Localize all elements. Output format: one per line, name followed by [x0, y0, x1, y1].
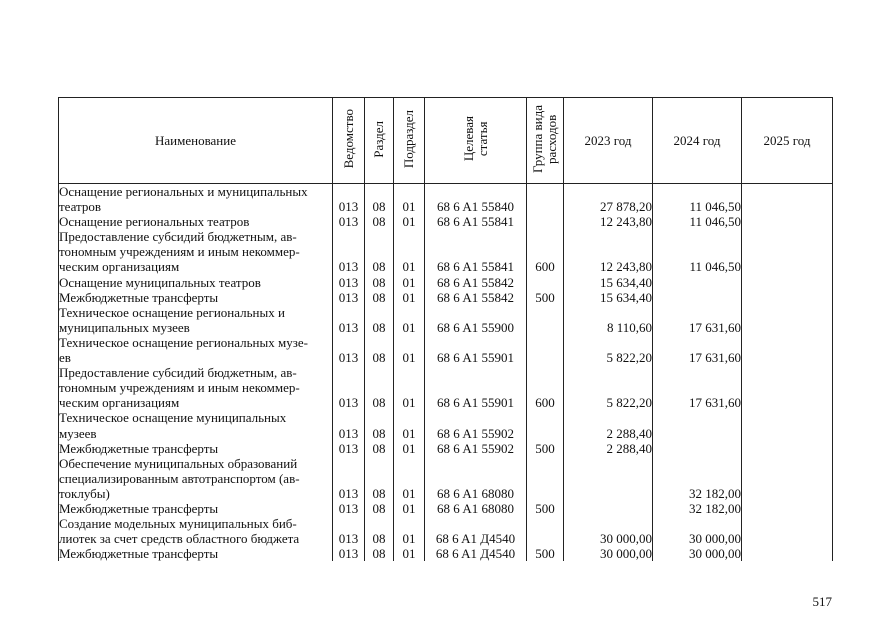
cell-dept: 013 — [333, 501, 365, 516]
cell-exptype — [527, 456, 564, 501]
cell-target: 68 6 A1 Д4540 — [425, 516, 527, 546]
table-row — [59, 501, 833, 516]
cell-subsection: 01 — [394, 456, 425, 501]
cell-2023: 30 000,00 — [564, 546, 653, 561]
cell-2025 — [742, 501, 833, 516]
cell-2025 — [742, 275, 833, 290]
cell-section: 08 — [365, 546, 394, 561]
cell-dept: 013 — [333, 290, 365, 305]
cell-target: 68 6 A1 68080 — [425, 456, 527, 501]
header-row — [59, 98, 833, 184]
cell-exptype — [527, 305, 564, 335]
cell-2023 — [564, 456, 653, 501]
cell-exptype — [527, 335, 564, 365]
cell-2023: 15 634,40 — [564, 290, 653, 305]
cell-2024: 17 631,60 — [653, 365, 742, 410]
cell-target: 68 6 A1 55902 — [425, 410, 527, 440]
cell-dept: 013 — [333, 441, 365, 456]
cell-2023: 5 822,20 — [564, 365, 653, 410]
cell-2025 — [742, 184, 833, 215]
cell-2024 — [653, 441, 742, 456]
cell-exptype: 500 — [527, 441, 564, 456]
cell-dept: 013 — [333, 229, 365, 274]
cell-name: Предоставление субсидий бюджетным, ав- тономным учреждениям и иным некоммер- ческим организациям — [59, 365, 333, 410]
header-2025: 2025 год — [742, 98, 833, 184]
cell-subsection: 01 — [394, 229, 425, 274]
header-subsection: Подраздел — [394, 98, 425, 184]
cell-2025 — [742, 305, 833, 335]
cell-subsection: 01 — [394, 546, 425, 561]
cell-target: 68 6 A1 55842 — [425, 290, 527, 305]
cell-2024: 32 182,00 — [653, 456, 742, 501]
header-target: Целевая статья — [425, 98, 527, 184]
cell-subsection: 01 — [394, 441, 425, 456]
table-row — [59, 516, 833, 546]
cell-2024: 32 182,00 — [653, 501, 742, 516]
table-row — [59, 546, 833, 561]
table-row — [59, 335, 833, 365]
cell-name: Создание модельных муниципальных биб- лиотек за счет средств областного бюджета — [59, 516, 333, 546]
cell-dept: 013 — [333, 456, 365, 501]
cell-dept: 013 — [333, 335, 365, 365]
cell-target: 68 6 A1 55842 — [425, 275, 527, 290]
cell-target: 68 6 A1 55901 — [425, 335, 527, 365]
cell-dept: 013 — [333, 365, 365, 410]
table-row — [59, 410, 833, 440]
cell-section: 08 — [365, 290, 394, 305]
cell-dept: 013 — [333, 305, 365, 335]
cell-2024: 17 631,60 — [653, 335, 742, 365]
cell-2025 — [742, 365, 833, 410]
cell-dept: 013 — [333, 410, 365, 440]
cell-name: Межбюджетные трансферты — [59, 501, 333, 516]
cell-section: 08 — [365, 365, 394, 410]
header-exptype: Группа вида расходов — [527, 98, 564, 184]
cell-exptype: 500 — [527, 546, 564, 561]
cell-target: 68 6 A1 Д4540 — [425, 546, 527, 561]
cell-section: 08 — [365, 441, 394, 456]
cell-subsection: 01 — [394, 184, 425, 215]
cell-dept: 013 — [333, 184, 365, 215]
header-2023: 2023 год — [564, 98, 653, 184]
header-dept: Ведомство — [333, 98, 365, 184]
cell-name: Техническое оснащение региональных музе- ев — [59, 335, 333, 365]
cell-2023: 30 000,00 — [564, 516, 653, 546]
cell-subsection: 01 — [394, 305, 425, 335]
header-name: Наименование — [59, 98, 333, 184]
cell-subsection: 01 — [394, 275, 425, 290]
cell-section: 08 — [365, 275, 394, 290]
table-row — [59, 456, 833, 501]
cell-section: 08 — [365, 184, 394, 215]
table-row — [59, 305, 833, 335]
cell-name: Оснащение муниципальных театров — [59, 275, 333, 290]
cell-target: 68 6 A1 55841 — [425, 229, 527, 274]
page-number: 517 — [812, 594, 832, 609]
cell-exptype — [527, 410, 564, 440]
cell-dept: 013 — [333, 516, 365, 546]
cell-subsection: 01 — [394, 335, 425, 365]
cell-2025 — [742, 229, 833, 274]
cell-name: Предоставление субсидий бюджетным, ав- тономным учреждениям и иным некоммер- ческим организациям — [59, 229, 333, 274]
cell-subsection: 01 — [394, 365, 425, 410]
cell-2023: 12 243,80 — [564, 214, 653, 229]
table-row — [59, 365, 833, 410]
cell-name: Межбюджетные трансферты — [59, 546, 333, 561]
table-row — [59, 441, 833, 456]
cell-target: 68 6 A1 55840 — [425, 184, 527, 215]
table-row — [59, 229, 833, 274]
cell-2025 — [742, 516, 833, 546]
cell-2023: 12 243,80 — [564, 229, 653, 274]
cell-target: 68 6 A1 55901 — [425, 365, 527, 410]
cell-exptype: 500 — [527, 290, 564, 305]
cell-2023: 2 288,40 — [564, 441, 653, 456]
cell-2025 — [742, 335, 833, 365]
table-body — [59, 184, 833, 562]
cell-section: 08 — [365, 516, 394, 546]
cell-2024: 11 046,50 — [653, 229, 742, 274]
cell-section: 08 — [365, 214, 394, 229]
cell-name: Обеспечение муниципальных образований специализированным автотранспортом (ав- токлубы) — [59, 456, 333, 501]
cell-dept: 013 — [333, 275, 365, 290]
cell-2023: 5 822,20 — [564, 335, 653, 365]
cell-2025 — [742, 456, 833, 501]
cell-subsection: 01 — [394, 290, 425, 305]
cell-2025 — [742, 214, 833, 229]
cell-2025 — [742, 290, 833, 305]
cell-name: Техническое оснащение муниципальных музеев — [59, 410, 333, 440]
cell-2024: 30 000,00 — [653, 546, 742, 561]
cell-name: Оснащение региональных театров — [59, 214, 333, 229]
cell-2023 — [564, 501, 653, 516]
cell-subsection: 01 — [394, 214, 425, 229]
cell-target: 68 6 A1 55902 — [425, 441, 527, 456]
cell-target: 68 6 A1 55900 — [425, 305, 527, 335]
cell-name: Межбюджетные трансферты — [59, 290, 333, 305]
cell-2023: 15 634,40 — [564, 275, 653, 290]
cell-exptype — [527, 214, 564, 229]
cell-exptype: 600 — [527, 365, 564, 410]
cell-exptype: 500 — [527, 501, 564, 516]
cell-exptype — [527, 184, 564, 215]
table-row — [59, 275, 833, 290]
cell-exptype — [527, 275, 564, 290]
table-row — [59, 214, 833, 229]
cell-exptype — [527, 516, 564, 546]
cell-2023: 8 110,60 — [564, 305, 653, 335]
cell-2024: 11 046,50 — [653, 184, 742, 215]
cell-subsection: 01 — [394, 501, 425, 516]
cell-2023: 2 288,40 — [564, 410, 653, 440]
cell-2025 — [742, 410, 833, 440]
cell-section: 08 — [365, 305, 394, 335]
table-row — [59, 290, 833, 305]
cell-section: 08 — [365, 229, 394, 274]
cell-2024: 17 631,60 — [653, 305, 742, 335]
cell-section: 08 — [365, 335, 394, 365]
cell-2023: 27 878,20 — [564, 184, 653, 215]
header-2024: 2024 год — [653, 98, 742, 184]
cell-name: Межбюджетные трансферты — [59, 441, 333, 456]
cell-name: Оснащение региональных и муниципальных театров — [59, 184, 333, 215]
header-section: Раздел — [365, 98, 394, 184]
cell-2024 — [653, 410, 742, 440]
cell-subsection: 01 — [394, 410, 425, 440]
cell-dept: 013 — [333, 214, 365, 229]
cell-2024 — [653, 275, 742, 290]
cell-section: 08 — [365, 501, 394, 516]
cell-section: 08 — [365, 456, 394, 501]
cell-2025 — [742, 546, 833, 561]
budget-table — [58, 97, 833, 561]
cell-2025 — [742, 441, 833, 456]
cell-2024 — [653, 290, 742, 305]
cell-target: 68 6 A1 68080 — [425, 501, 527, 516]
cell-2024: 30 000,00 — [653, 516, 742, 546]
cell-exptype: 600 — [527, 229, 564, 274]
table-row — [59, 184, 833, 215]
cell-dept: 013 — [333, 546, 365, 561]
cell-target: 68 6 A1 55841 — [425, 214, 527, 229]
cell-2024: 11 046,50 — [653, 214, 742, 229]
cell-section: 08 — [365, 410, 394, 440]
cell-subsection: 01 — [394, 516, 425, 546]
cell-name: Техническое оснащение региональных и муниципальных музеев — [59, 305, 333, 335]
